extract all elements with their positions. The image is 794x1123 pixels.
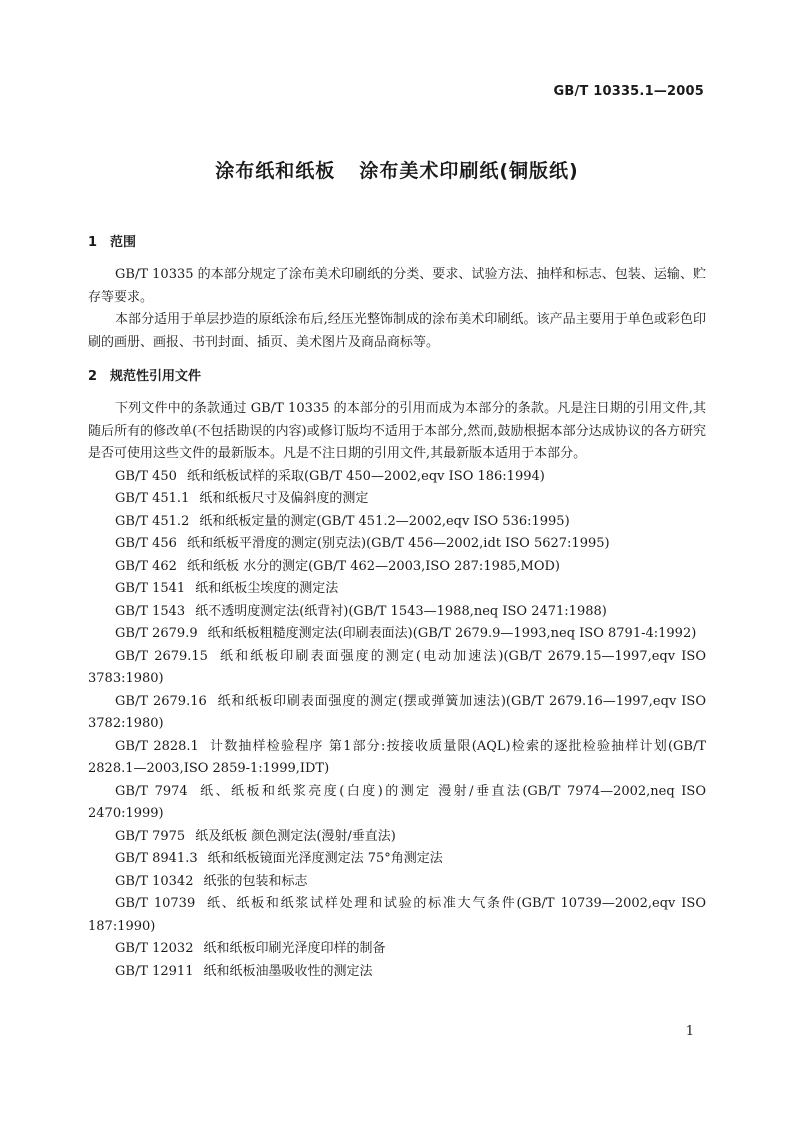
reference-title: 纸张的包装和标志 xyxy=(203,873,308,889)
reference-item xyxy=(88,511,706,534)
standard-number: GB/T 10335.1—2005 xyxy=(553,84,704,99)
reference-item xyxy=(88,961,706,984)
reference-title: 纸和纸板油墨吸收性的测定法 xyxy=(203,963,373,979)
reference-code: GB/T 462 xyxy=(115,558,177,574)
reference-code: GB/T 2679.15 xyxy=(115,648,208,664)
reference-title: 纸及纸板 颜色测定法(漫射/垂直法) xyxy=(195,828,396,844)
document-body xyxy=(88,232,706,983)
reference-code: GB/T 450 xyxy=(115,468,177,484)
reference-title: 纸和纸板印刷光泽度印样的制备 xyxy=(203,941,386,956)
reference-title: 纸和纸板试样的采取(GB/T 450—2002,eqv ISO 186:1994) xyxy=(186,468,545,484)
reference-code: GB/T 10739 xyxy=(115,896,196,911)
document-title xyxy=(0,156,794,183)
reference-code: GB/T 451.1 xyxy=(115,491,190,506)
section-number: 1 xyxy=(88,235,98,250)
reference-code: GB/T 8941.3 xyxy=(115,851,198,866)
reference-code: GB/T 7975 xyxy=(115,828,186,844)
reference-item xyxy=(88,871,706,894)
reference-title: 纸、纸板和纸浆试样处理和试验的标准大气条件(GB/T 10739—2002,eqv ISO 187:1990) xyxy=(88,896,706,934)
reference-title: 纸和纸板印刷表面强度的测定(电动加速法)(GB/T 2679.15—1997,eqv ISO 3783:1980) xyxy=(88,648,706,686)
reference-item xyxy=(88,736,706,781)
reference-item xyxy=(88,601,706,624)
reference-code: GB/T 456 xyxy=(115,536,177,551)
reference-title: 纸和纸板镜面光泽度测定法 75°角测定法 xyxy=(207,851,443,866)
reference-title: 纸和纸板印刷表面强度的测定(摆或弹簧加速法)(GB/T 2679.16—1997,eqv ISO 3782:1980) xyxy=(88,693,706,731)
paragraph: 下列文件中的条款通过 GB/T 10335 的本部分的引用而成为本部分的条款。凡是注日期的引用文件,其随后所有的修改单(不包括勘误的内容)或修订版均不适用于本部分,然而,鼓励根据本部分达成协议的各方研究是否可使用这些文件的最新版本。凡是不注日期的引用文件,其最新版本适用于本部分。 xyxy=(88,401,706,461)
section-title: 规范性引用文件 xyxy=(110,369,202,384)
section-title: 范围 xyxy=(110,235,137,250)
reference-code: GB/T 2828.1 xyxy=(115,738,199,754)
reference-title: 纸和纸板定量的测定(GB/T 451.2—2002,eqv ISO 536:1995) xyxy=(199,513,570,529)
reference-title: 纸和纸板平滑度的测定(别克法)(GB/T 456—2002,idt ISO 5627:1995) xyxy=(186,536,610,551)
title-part-1: 涂布纸和纸板 xyxy=(215,160,336,182)
reference-code: GB/T 2679.9 xyxy=(115,626,198,641)
reference-item xyxy=(88,533,706,556)
reference-code: GB/T 12911 xyxy=(115,963,194,979)
reference-item xyxy=(88,646,706,691)
page-number: 1 xyxy=(685,1024,694,1039)
reference-title: 纸和纸板粗糙度测定法(印刷表面法)(GB/T 2679.9—1993,neq ISO 8791-4:1992) xyxy=(207,626,697,641)
reference-title: 纸、纸板和纸浆亮度(白度)的测定 漫射/垂直法(GB/T 7974—2002,neq ISO 2470:1999) xyxy=(88,783,706,821)
reference-code: GB/T 1543 xyxy=(115,603,186,619)
reference-item xyxy=(88,781,706,826)
reference-code: GB/T 2679.16 xyxy=(115,693,207,709)
reference-title: 纸和纸板尘埃度的测定法 xyxy=(195,581,339,596)
reference-code: GB/T 1541 xyxy=(115,581,186,596)
paragraph: 本部分适用于单层抄造的原纸涂布后,经压光整饰制成的涂布美术印刷纸。该产品主要用于单色或彩色印刷的画册、画报、书刊封面、插页、美术图片及商品商标等。 xyxy=(88,312,706,350)
reference-item xyxy=(88,623,706,646)
reference-code: GB/T 7974 xyxy=(115,783,188,799)
reference-list xyxy=(88,466,706,984)
reference-title: 计数抽样检验程序 第1部分:按接收质量限(AQL)检索的逐批检验抽样计划(GB/T 2828.1—2003,ISO 2859-1:1999,IDT) xyxy=(88,738,707,776)
section-heading-normative-references xyxy=(88,366,706,388)
reference-code: GB/T 451.2 xyxy=(115,513,190,529)
reference-item xyxy=(88,848,706,871)
reference-item xyxy=(88,556,706,579)
paragraph: GB/T 10335 的本部分规定了涂布美术印刷纸的分类、要求、试验方法、抽样和标志、包装、运输、贮存等要求。 xyxy=(88,267,706,305)
reference-title: 纸和纸板 水分的测定(GB/T 462—2003,ISO 287:1985,MOD) xyxy=(186,558,560,574)
reference-item xyxy=(88,826,706,849)
reference-code: GB/T 12032 xyxy=(115,941,194,956)
reference-item xyxy=(88,691,706,736)
reference-item xyxy=(88,578,706,601)
section-heading-scope xyxy=(88,232,706,254)
reference-title: 纸和纸板尺寸及偏斜度的测定 xyxy=(199,491,369,506)
reference-code: GB/T 10342 xyxy=(115,873,194,889)
reference-item xyxy=(88,466,706,489)
reference-item xyxy=(88,893,706,938)
section-number: 2 xyxy=(88,369,98,384)
reference-item xyxy=(88,488,706,511)
title-part-2: 涂布美术印刷纸(铜版纸) xyxy=(359,160,579,182)
reference-title: 纸不透明度测定法(纸背衬)(GB/T 1543—1988,neq ISO 2471:1988) xyxy=(195,603,607,619)
reference-item xyxy=(88,938,706,961)
